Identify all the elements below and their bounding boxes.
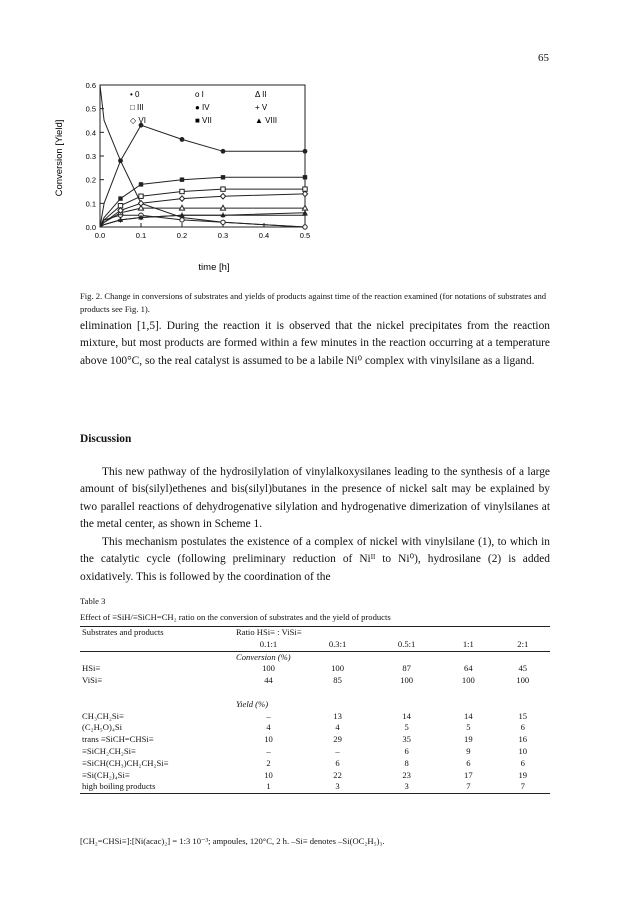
data-point-III xyxy=(221,187,225,191)
data-point-II xyxy=(302,205,307,210)
data-point-VI xyxy=(220,193,225,199)
table-cell: 44 xyxy=(264,675,273,686)
row-label: CH₃CH₂Si≡ xyxy=(82,710,124,721)
table-cell: 6 xyxy=(466,757,471,768)
y-axis-title: Conversion [Yield] xyxy=(54,119,65,197)
data-point-IV xyxy=(118,158,123,163)
table-row xyxy=(80,781,550,793)
data-point-III xyxy=(180,189,184,193)
legend-entry: Δ II xyxy=(255,90,267,99)
table-cell: 6 xyxy=(520,757,525,768)
table-cell: – xyxy=(335,745,340,756)
ratio-header-cell: 0.3:1 xyxy=(303,639,372,651)
table-cell: 3 xyxy=(372,781,441,793)
y-tick-label: 0.1 xyxy=(85,199,96,209)
ratio-header-cell: 1:1 xyxy=(441,639,495,651)
legend-entry: + V xyxy=(255,103,268,112)
legend-entry: ▲ VIII xyxy=(255,116,278,125)
table-ratio-header: Ratio HSi≡ : ViSi≡ xyxy=(234,627,550,639)
legend-entry: o I xyxy=(195,90,204,99)
table-caption: Effect of ≡SiH/≡SiCH=CH₂ ratio on the conversion of substrates and the yield of products xyxy=(80,612,391,622)
table-cell: 10 xyxy=(264,734,273,745)
table-cell: 5 xyxy=(404,722,409,733)
data-point-IV xyxy=(221,149,226,154)
table-cell: – xyxy=(266,710,271,721)
row-label: high boiling products xyxy=(80,781,234,793)
table-cell: – xyxy=(266,745,271,756)
row-label: ViSi≡ xyxy=(82,675,103,686)
conversion-subheader: Conversion (%) xyxy=(236,651,291,662)
legend-entry: □ III xyxy=(130,103,144,112)
table-cell: 14 xyxy=(402,710,411,721)
data-point-VI xyxy=(302,191,307,197)
series-line-I xyxy=(100,215,305,227)
series-line-IV xyxy=(100,125,305,227)
yield-subheader: Yield (%) xyxy=(236,698,269,709)
table-row xyxy=(80,722,550,734)
table-cell: 5 xyxy=(466,722,471,733)
row-label: ≡SiCH₂CH₂Si≡ xyxy=(82,745,136,756)
y-tick-label: 0.2 xyxy=(85,175,96,185)
table-cell: 7 xyxy=(441,781,495,793)
legend-entry: ◇ VI xyxy=(130,116,146,125)
section-heading-discussion: Discussion xyxy=(80,433,132,445)
table-cell: 100 xyxy=(400,675,414,686)
figure-caption: Fig. 2. Change in conversions of substrates and yields of products against time of the reaction examined (for notations of substrates and products see Fig. 1). xyxy=(80,291,547,314)
figure-2-chart xyxy=(50,80,330,280)
table-cell: 45 xyxy=(518,663,528,674)
table-column-header: Substrates and products xyxy=(80,627,234,639)
legend-entry: ■ VII xyxy=(195,116,212,125)
row-label: ≡SiCH(CH₃)CH₂CH₂Si≡ xyxy=(82,757,169,768)
results-table xyxy=(80,626,550,794)
row-label: ≡Si(CH₂)₄Si≡ xyxy=(82,769,130,780)
ratio-header-cell: 0.1:1 xyxy=(234,639,303,651)
table-cell: 23 xyxy=(402,769,411,780)
data-point-VII xyxy=(180,177,184,181)
table-title: Table 3 xyxy=(80,596,106,606)
table-cell: 100 xyxy=(331,663,345,674)
data-point-VII xyxy=(118,196,122,200)
table-cell: 16 xyxy=(518,734,528,745)
data-point-IV xyxy=(180,137,185,142)
table-cell: 15 xyxy=(518,710,528,721)
table-cell: 10 xyxy=(518,745,528,756)
data-point-VI xyxy=(179,196,184,202)
table-cell: 100 xyxy=(516,675,530,686)
table-cell: 14 xyxy=(464,710,473,721)
table-cell: 100 xyxy=(262,663,275,674)
page-number: 65 xyxy=(538,52,549,64)
table-cell: 85 xyxy=(333,675,342,686)
table-row xyxy=(80,758,550,770)
table-row xyxy=(80,711,550,723)
table-cell: 8 xyxy=(404,757,409,768)
table-cell: 29 xyxy=(333,734,342,745)
table-cell: 19 xyxy=(518,769,528,780)
data-point-II xyxy=(220,205,225,210)
paragraph-elimination: elimination [1,5]. During the reaction it is observed that the nickel precipitates from the reaction mixture, but most products are formed within a few minutes in the reaction occurring at a temperature above 100°C, so the real catalyst is assumed to be a labile Ni⁰ complex with vinylsilane as a ligand. xyxy=(80,320,550,367)
table-cell: 2 xyxy=(266,757,271,768)
table-cell: 4 xyxy=(335,722,340,733)
y-tick-label: 0.4 xyxy=(85,128,96,138)
table-cell: 13 xyxy=(333,710,342,721)
data-point-I xyxy=(221,220,225,224)
x-tick-label: 0.4 xyxy=(258,231,270,240)
y-tick-label: 0.0 xyxy=(85,223,96,232)
table-cell: 17 xyxy=(464,769,473,780)
ratio-header-cell: 0.5:1 xyxy=(372,639,441,651)
y-tick-label: 0.3 xyxy=(85,152,96,161)
table-cell: 64 xyxy=(464,663,473,674)
data-point-I xyxy=(180,218,184,222)
x-tick-label: 0.3 xyxy=(217,231,229,240)
data-point-VII xyxy=(303,175,307,179)
ratio-header-cell: 2:1 xyxy=(496,639,550,651)
table-cell: 1 xyxy=(234,781,303,793)
x-tick-label: 0.0 xyxy=(94,231,106,240)
table-cell: 100 xyxy=(461,675,475,686)
table-footnote: [CH₂=CHSi≡]:[Ni(acac)₂] = 1:3 10⁻³; ampoules, 120°C, 2 h. –Si≡ denotes –Si(OC₂H₅)₃. xyxy=(80,836,385,846)
x-tick-label: 0.1 xyxy=(135,231,147,240)
table-cell: 3 xyxy=(303,781,372,793)
table-cell: 6 xyxy=(404,745,409,756)
table-cell: 7 xyxy=(496,781,550,793)
table-cell: 87 xyxy=(402,663,411,674)
table-row xyxy=(80,746,550,758)
series-line-II xyxy=(100,208,305,227)
x-tick-label: 0.2 xyxy=(176,231,188,240)
table-cell: 22 xyxy=(333,769,342,780)
x-axis-title: time [h] xyxy=(198,262,230,273)
data-point-VI xyxy=(138,201,143,207)
paragraph-mechanism: This mechanism postulates the existence of a complex of nickel with vinylsilane (1), to which in the catalytic cycle (following preliminary reduction of Niᴵᴵ to Ni⁰), hydrosilane (2) is added oxidatively. This is followed by the coordination of the xyxy=(80,536,550,583)
table-row xyxy=(80,675,550,687)
table-cell: 6 xyxy=(335,757,340,768)
data-point-VII xyxy=(139,182,143,186)
row-label: (C₂H₅O)₄Si xyxy=(82,722,123,733)
table-cell: 6 xyxy=(520,722,525,733)
table-cell: 35 xyxy=(402,734,411,745)
table-cell: 9 xyxy=(466,745,471,756)
data-point-II xyxy=(179,205,184,210)
row-label: HSi≡ xyxy=(82,663,101,674)
table-cell: 10 xyxy=(264,769,273,780)
row-label: trans ≡SiCH=CHSi≡ xyxy=(82,734,154,745)
table-cell: 19 xyxy=(464,734,473,745)
data-point-IV xyxy=(303,149,308,154)
paragraph-new-pathway: This new pathway of the hydrosilylation of vinylalkoxysilanes leading to the synthesis of a large amount of bis(silyl)ethenes and bis(silyl)butanes in the presence of nickel salt may be explained by two parallel reactions of dehydrogenative silylation and hydrogenative dimerization of vinylsilanes at the metal center, as shown in Scheme 1. xyxy=(80,466,550,530)
data-point-I xyxy=(303,225,307,229)
data-point-VII xyxy=(221,175,225,179)
table-row xyxy=(80,770,550,782)
table-row xyxy=(80,734,550,746)
table-cell: 4 xyxy=(266,722,271,733)
x-tick-label: 0.5 xyxy=(299,231,311,240)
data-point-III xyxy=(139,194,143,198)
y-tick-label: 0.6 xyxy=(85,81,96,90)
table-row xyxy=(80,663,550,675)
legend-entry: • 0 xyxy=(130,90,140,99)
legend-entry: ● IV xyxy=(195,103,210,112)
y-tick-label: 0.5 xyxy=(85,104,96,114)
